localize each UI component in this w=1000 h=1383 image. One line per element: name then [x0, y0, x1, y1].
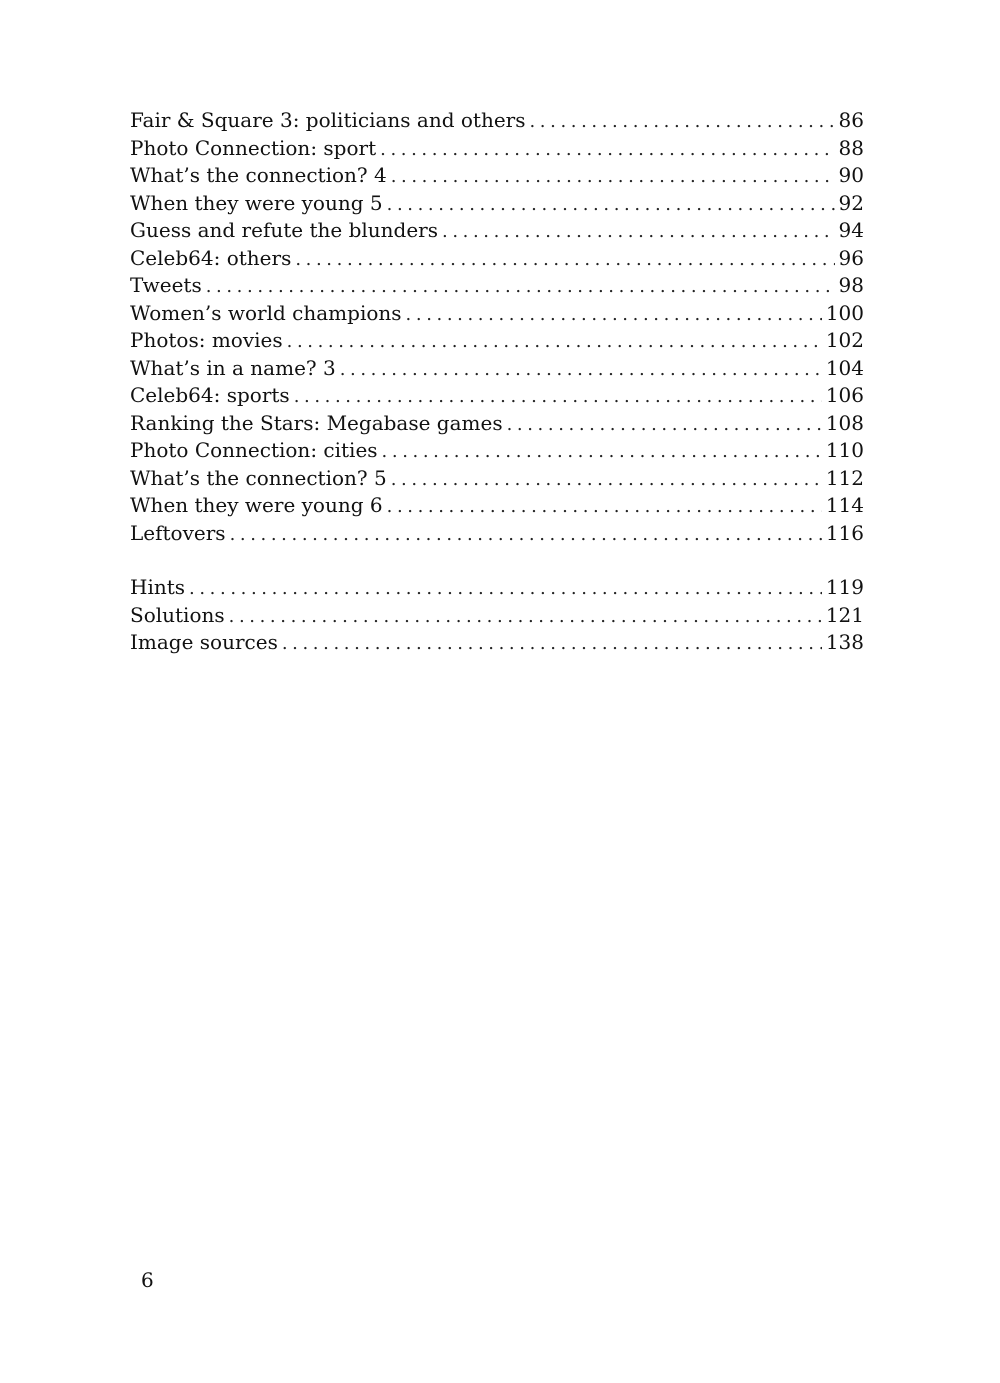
dot-leader	[507, 411, 822, 439]
toc-entry-page: 90	[838, 163, 864, 187]
toc-entry	[130, 437, 864, 465]
toc-entry	[130, 135, 864, 163]
dot-leader	[206, 273, 835, 301]
toc-entry-page: 92	[838, 190, 864, 215]
toc-entry-title: Solutions	[130, 602, 225, 627]
toc-entry-title: Celeb64: others	[130, 245, 292, 270]
dot-leader	[387, 493, 822, 521]
toc-entry-title: What’s the connection? 4	[130, 163, 387, 187]
toc-entry-page: 114	[825, 493, 864, 517]
toc-entry	[130, 492, 864, 520]
toc-entry-page: 110	[825, 438, 864, 462]
toc-entry-title: Hints	[130, 575, 186, 599]
dot-leader	[391, 163, 835, 191]
toc-group-appendix	[130, 574, 864, 657]
toc-entry-page: 116	[825, 520, 864, 545]
toc-entry-title: Fair & Square 3: politicians and others	[130, 108, 526, 132]
dot-leader	[382, 438, 822, 466]
toc-entry-title: Image sources	[130, 630, 278, 654]
dot-leader	[230, 521, 822, 549]
toc-entry-page: 106	[825, 383, 864, 407]
toc-entry	[130, 410, 864, 438]
toc-entry	[130, 520, 864, 548]
toc-entry	[130, 602, 864, 630]
toc-entry-title: Leftovers	[130, 520, 226, 545]
dot-leader	[406, 301, 822, 329]
toc-group-main	[130, 107, 864, 547]
toc-entry	[130, 272, 864, 300]
toc-entry-page: 104	[825, 355, 864, 380]
toc-entry-page: 94	[838, 218, 864, 242]
toc-entry-title: When they were young 6	[130, 493, 383, 517]
dot-leader	[529, 108, 834, 136]
toc-entry	[130, 574, 864, 602]
toc-entry-title: Photo Connection: cities	[130, 438, 378, 462]
toc-entry	[130, 327, 864, 355]
dot-leader	[391, 466, 822, 494]
table-of-contents	[130, 107, 864, 657]
toc-entry	[130, 629, 864, 657]
toc-entry	[130, 382, 864, 410]
toc-entry-page: 96	[838, 245, 864, 270]
toc-entry	[130, 190, 864, 218]
toc-entry-title: Celeb64: sports	[130, 383, 290, 407]
toc-entry-page: 121	[825, 602, 864, 627]
toc-entry-title: Photos: movies	[130, 328, 283, 352]
page-number: 6	[141, 1268, 154, 1292]
toc-entry-title: Guess and refute the blunders	[130, 218, 438, 242]
dot-leader	[295, 246, 834, 274]
toc-entry-title: Tweets	[130, 273, 202, 297]
toc-entry	[130, 465, 864, 493]
toc-entry-title: What’s the connection? 5	[130, 465, 387, 490]
dot-leader	[380, 136, 834, 164]
dot-leader	[294, 383, 822, 411]
dot-leader	[287, 328, 822, 356]
toc-entry	[130, 355, 864, 383]
toc-entry	[130, 217, 864, 245]
toc-entry	[130, 245, 864, 273]
toc-entry-page: 88	[838, 135, 864, 160]
toc-entry-title: Photo Connection: sport	[130, 135, 377, 160]
toc-entry	[130, 162, 864, 190]
toc-entry-page: 119	[825, 575, 864, 599]
toc-entry-page: 100	[825, 300, 864, 325]
toc-entry-page: 98	[838, 273, 864, 297]
toc-entry-page: 108	[825, 410, 864, 435]
dot-leader	[189, 575, 822, 603]
dot-leader	[282, 630, 822, 658]
toc-entry-page: 112	[825, 465, 864, 490]
toc-entry	[130, 107, 864, 135]
toc-entry-title: What’s in a name? 3	[130, 355, 336, 380]
dot-leader	[229, 603, 822, 631]
toc-entry-page: 138	[825, 630, 864, 654]
toc-entry	[130, 300, 864, 328]
toc-entry-title: Women’s world champions	[130, 300, 402, 325]
dot-leader	[387, 191, 835, 219]
toc-entry-title: When they were young 5	[130, 190, 383, 215]
toc-entry-page: 86	[838, 108, 864, 132]
toc-entry-page: 102	[825, 328, 864, 352]
toc-entry-title: Ranking the Stars: Megabase games	[130, 410, 503, 435]
dot-leader	[442, 218, 835, 246]
dot-leader	[340, 356, 822, 384]
